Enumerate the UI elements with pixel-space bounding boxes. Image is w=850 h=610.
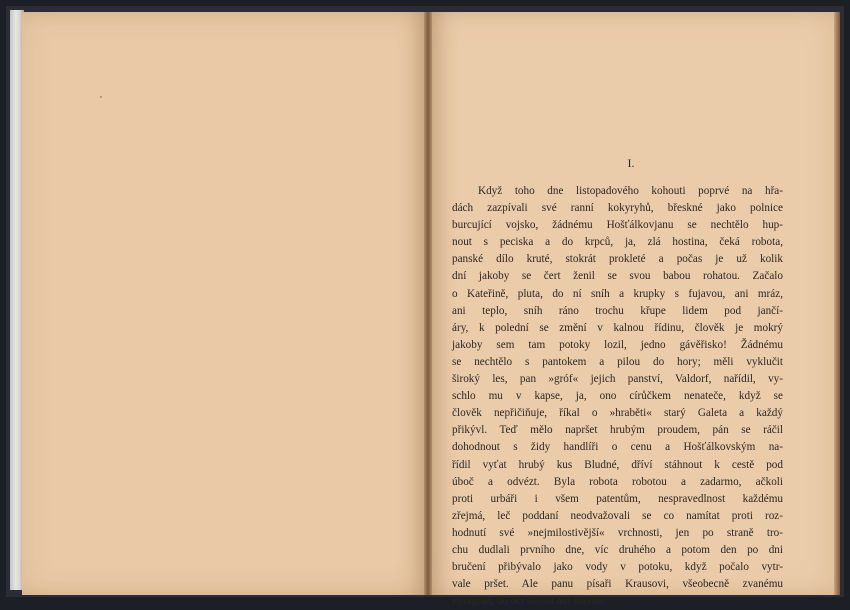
- text-line: Když toho dne listopadového kohouti poprvé na hřa-: [478, 185, 783, 197]
- book-gutter: [424, 12, 432, 595]
- text-line: proti urbáři i všem patentům, nespravedlnost každému: [452, 492, 783, 505]
- text-line: řídil vyťat hrubý kus Bludné, dříví stáhnout k cestě pod: [452, 458, 783, 471]
- text-line: se nechtělo s pantokem a pilou do hory; měli vyklučit: [452, 355, 783, 368]
- right-page-edge: [834, 12, 840, 595]
- text-line: dohodnout s židy handlíři o cenu a Hošťálkovským na-: [452, 441, 783, 454]
- paper-speck: [100, 96, 102, 98]
- text-line: chu dudlali prvního dne, víc druhého a potom den po dni: [452, 543, 783, 556]
- text-line: ani teplo, sníh ráno trochu křupe lidem pod jančí-: [452, 304, 783, 317]
- text-line: dách zazpívali své ranní kokyryhů, břeskné jako polnice: [452, 202, 783, 215]
- text-line: člověk nepřičiňuje, říkal o »hraběti« starý Galeta a každý: [452, 407, 783, 420]
- text-line: schlo mu v kapse, ja, ono círůčkem nenateče, když se: [452, 390, 783, 403]
- left-page-blank: [22, 12, 428, 595]
- text-line: přikývl. Teď mělo napršet hrubým proudem, pán se ráčil: [452, 424, 783, 437]
- chapter-heading: I.: [627, 156, 635, 170]
- text-line: panské dílo kruté, stokrát prokleté a počas je už kolik: [452, 253, 783, 266]
- text-line: zřejmá, leč poddaní neodvažovali se co namítat proti roz-: [452, 509, 783, 522]
- text-line: Palagrán, do očí dosud ani slůvka!: [452, 595, 607, 608]
- text-line: bručení přibývalo jako vody v potoku, když počalo vytr-: [452, 561, 783, 574]
- text-line: burcující vojsko, žádnému Hošťálkovjanu se nechtělo hup-: [452, 219, 783, 232]
- text-line: o Kateřině, pluta, do ní sníh a krupky s fujavou, ani mráz,: [452, 287, 783, 300]
- text-line: hodnutí své »nejmilostivější« vrchnosti, jen po straně tro-: [452, 526, 783, 539]
- text-line: úboč a odvézt. Byla robota robotou a zadarmo, ačkoli: [452, 475, 783, 488]
- chapter-paragraph: [452, 183, 783, 610]
- text-line: áry, k polední se změní v kalnou řídinu, člověk je mokrý: [452, 321, 783, 334]
- text-line: nout s peciska a do krpců, ja, zlá hostina, čeká robota,: [452, 236, 783, 249]
- text-line: jakoby sem tam potoky lozil, jedno gávěřisko! Žádnému: [452, 338, 783, 351]
- text-line: dní jakoby se čert ženil se svou babou rohatou. Začalo: [452, 270, 783, 283]
- text-line: široký les, pan »gróf« jejich panství, Valdorf, nařídil, vy-: [452, 373, 783, 386]
- text-line: vale pršet. Ale panu písaři Krausovi, všeobecně zvanému: [452, 578, 783, 591]
